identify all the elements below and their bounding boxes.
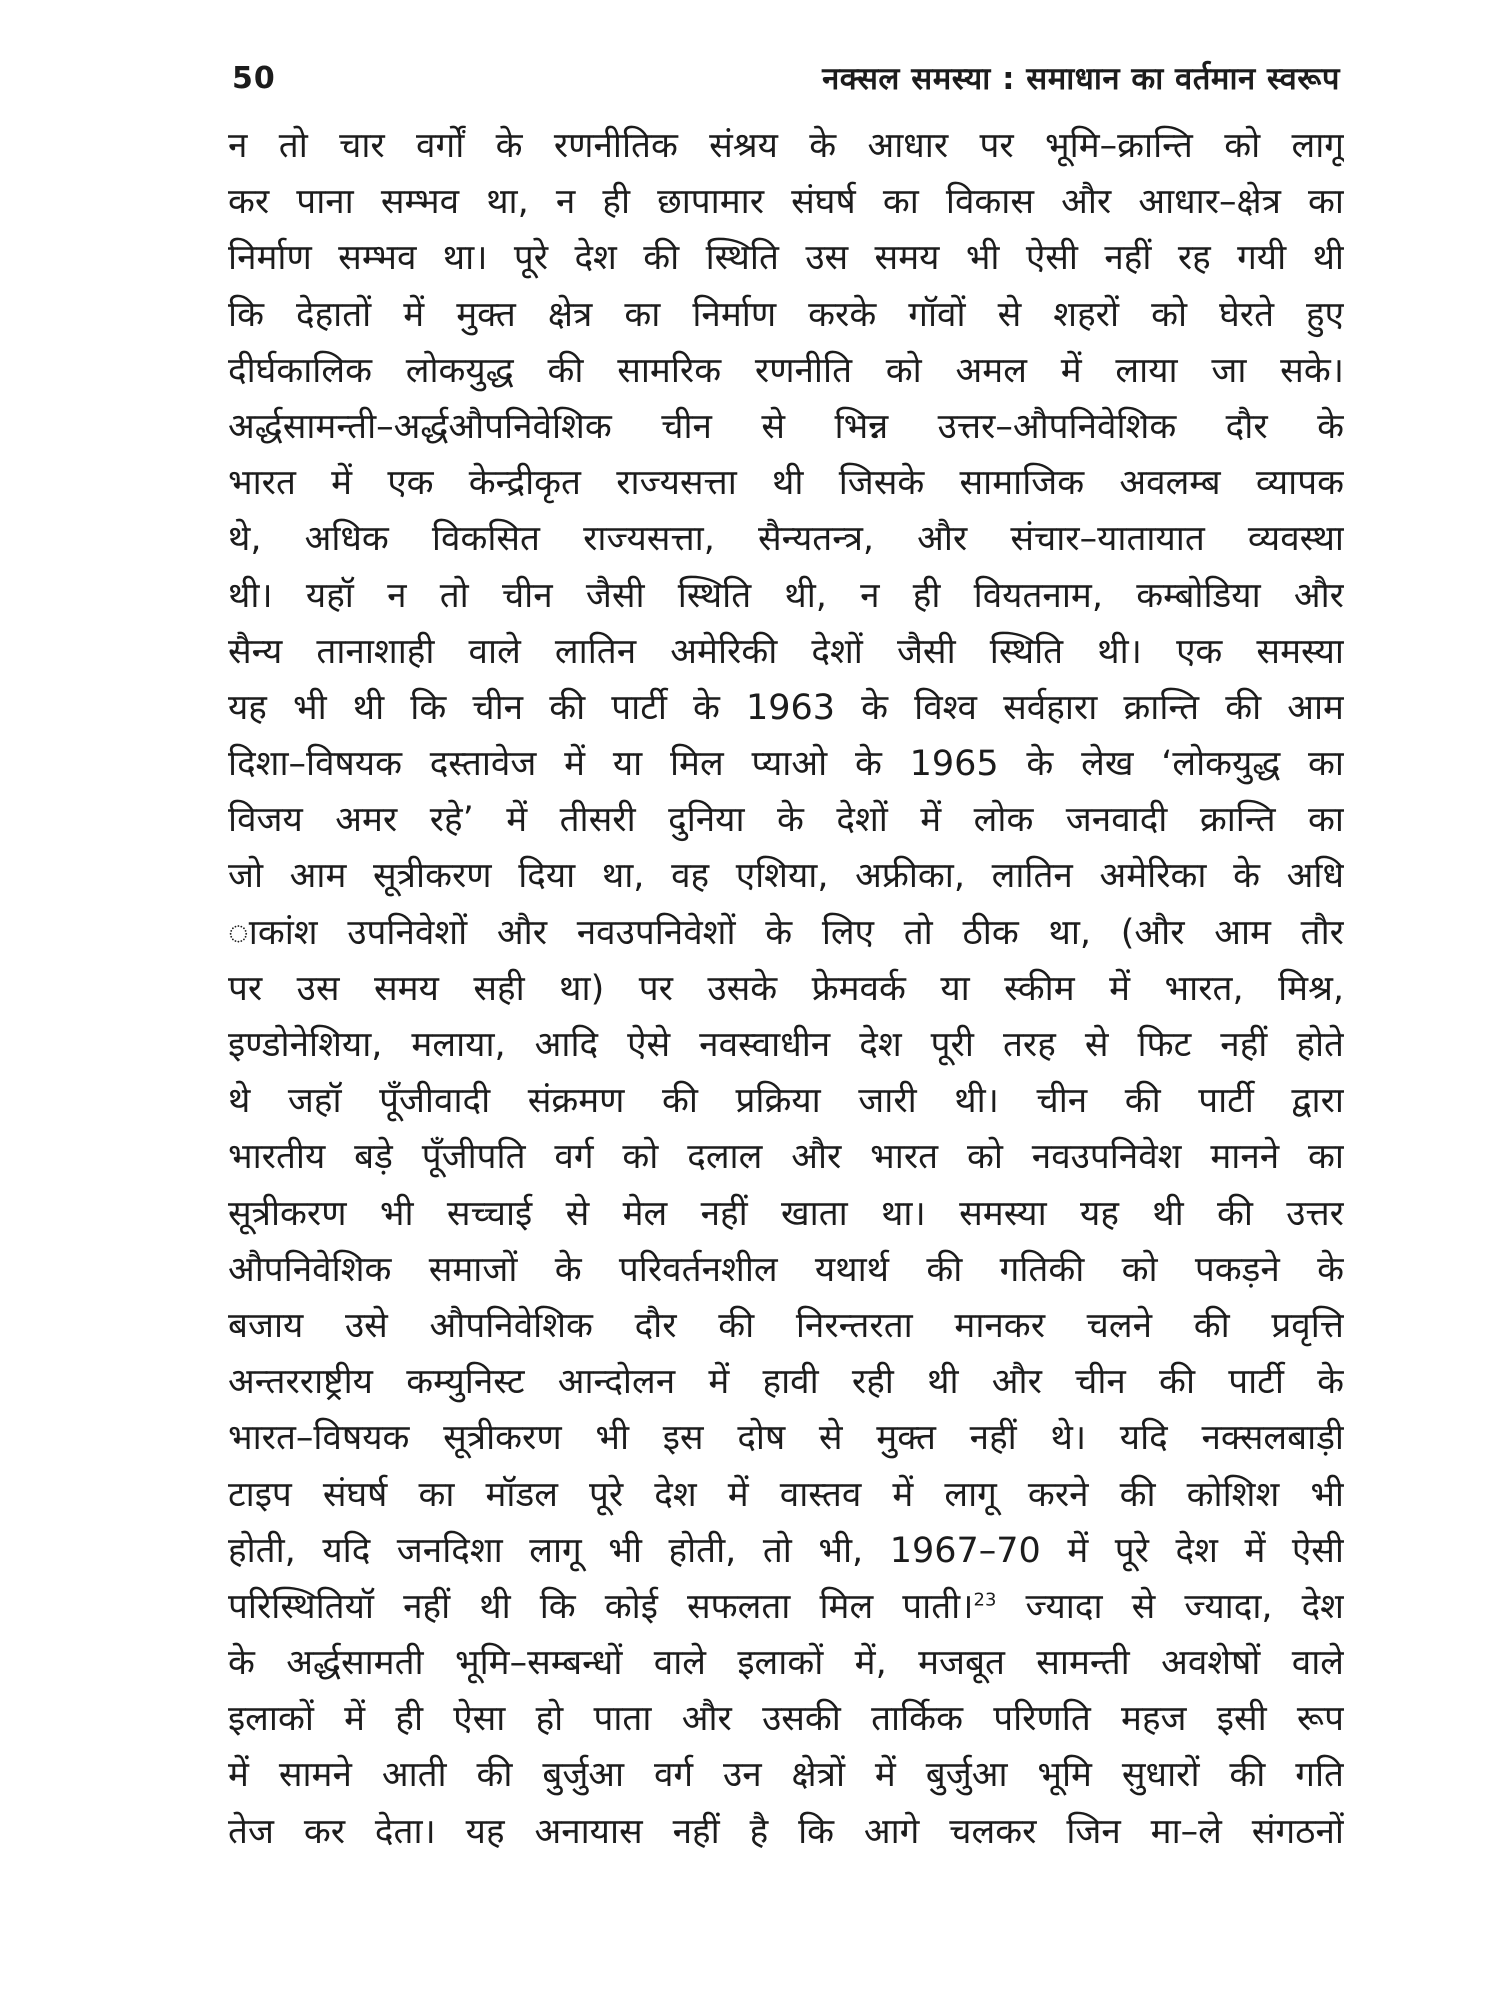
text-line-5: दीर्घकालिक लोकयुद्ध की सामरिक रणनीति को अमल में लाया जा सके। (228, 350, 1344, 391)
text-line-15: ाकांश उपनिवेशों और नवउपनिवेशों के लिए तो ठीक था, (और आम तौर (228, 912, 1344, 953)
text-line-19: भारतीय बड़े पूँजीपति वर्ग को दलाल और भारत को नवउपनिवेश मानने का (228, 1137, 1344, 1178)
text-line-22: बजाय उसे औपनिवेशिक दौर की निरन्तरता मानकर चलने की प्रवृत्ति (228, 1305, 1344, 1346)
footnote-reference: 23 (973, 1589, 997, 1611)
text-line-28: के अर्द्धसामती भूमि–सम्बन्धों वाले इलाकों में, मजबूत सामन्ती अवशेषों वाले (228, 1643, 1344, 1684)
text-line-10: सैन्य तानाशाही वाले लातिन अमेरिकी देशों जैसी स्थिति थी। एक समस्या (228, 631, 1344, 672)
text-line-30: में सामने आती की बुर्जुआ वर्ग उन क्षेत्रों में बुर्जुआ भूमि सुधारों की गति (228, 1755, 1344, 1796)
running-head (232, 52, 1340, 104)
text-line-11: यह भी थी कि चीन की पार्टी के 1963 के विश्व सर्वहारा क्रान्ति की आम (228, 687, 1344, 728)
text-line-12: दिशा–विषयक दस्तावेज में या मिल प्याओ के 1965 के लेख ‘लोकयुद्ध का (228, 744, 1344, 785)
text-line-4: कि देहातों में मुक्त क्षेत्र का निर्माण करके गॉवों से शहरों को घेरते हुए (228, 294, 1344, 335)
text-line-16: पर उस समय सही था) पर उसके फ्रेमवर्क या स्कीम में भारत, मिश्र, (228, 968, 1344, 1009)
text-line-17: इण्डोनेशिया, मलाया, आदि ऐसे नवस्वाधीन देश पूरी तरह से फिट नहीं होते (228, 1025, 1344, 1065)
text-line-20: सूत्रीकरण भी सच्चाई से मेल नहीं खाता था। समस्या यह थी की उत्तर (228, 1193, 1344, 1234)
body-text (228, 118, 1344, 1978)
text-line-2: कर पाना सम्भव था, न ही छापामार संघर्ष का विकास और आधार–क्षेत्र का (228, 182, 1344, 223)
text-line-13: विजय अमर रहे’ में तीसरी दुनिया के देशों में लोक जनवादी क्रान्ति का (228, 800, 1344, 841)
text-line-8: थे, अधिक विकसित राज्यसत्ता, सैन्यतन्त्र, और संचार–यातायात व्यवस्था (228, 519, 1344, 560)
text-line-27-main: परिस्थितियॉ नहीं थी कि कोई सफलता मिल पाती। (228, 1586, 974, 1627)
text-line-9: थी। यहॉ न तो चीन जैसी स्थिति थी, न ही वियतनाम, कम्बोडिया और (228, 575, 1344, 616)
text-line-29: इलाकों में ही ऐसा हो पाता और उसकी तार्किक परिणति महज इसी रूप (228, 1699, 1344, 1740)
text-line-1: न तो चार वर्गों के रणनीतिक संश्रय के आधार पर भूमि–क्रान्ति को लागू (228, 126, 1344, 166)
text-line-26: होती, यदि जनदिशा लागू भी होती, तो भी, 1967–70 में पूरे देश में ऐसी (228, 1530, 1344, 1571)
running-title: नक्सल समस्या : समाधान का वर्तमान स्वरूप (822, 61, 1340, 97)
text-line-27-continuation: ज्यादा से ज्यादा, देश (996, 1586, 1344, 1627)
text-line-14: जो आम सूत्रीकरण दिया था, वह एशिया, अफ्रीका, लातिन अमेरिका के अधि (228, 856, 1344, 897)
text-line-6: अर्द्धसामन्ती–अर्द्धऔपनिवेशिक चीन से भिन्न उत्तर–औपनिवेशिक दौर के (228, 406, 1344, 447)
page-number: 50 (232, 60, 276, 96)
text-line-23: अन्तरराष्ट्रीय कम्युनिस्ट आन्दोलन में हावी रही थी और चीन की पार्टी के (228, 1362, 1344, 1403)
text-line-27 (228, 1579, 1344, 1635)
text-line-31: तेज कर देता। यह अनायास नहीं है कि आगे चलकर जिन मा–ले संगठनों (228, 1811, 1344, 1852)
text-line-18: थे जहॉ पूँजीवादी संक्रमण की प्रक्रिया जारी थी। चीन की पार्टी द्वारा (228, 1081, 1344, 1122)
text-line-3: निर्माण सम्भव था। पूरे देश की स्थिति उस समय भी ऐसी नहीं रह गयी थी (228, 238, 1344, 279)
text-line-21: औपनिवेशिक समाजों के परिवर्तनशील यथार्थ की गतिकी को पकड़ने के (228, 1249, 1344, 1290)
text-line-7: भारत में एक केन्द्रीकृत राज्यसत्ता थी जिसके सामाजिक अवलम्ब व्यापक (228, 463, 1344, 504)
text-line-25: टाइप संघर्ष का मॉडल पूरे देश में वास्तव में लागू करने की कोशिश भी (228, 1474, 1344, 1515)
text-line-24: भारत–विषयक सूत्रीकरण भी इस दोष से मुक्त नहीं थे। यदि नक्सलबाड़ी (228, 1418, 1344, 1459)
